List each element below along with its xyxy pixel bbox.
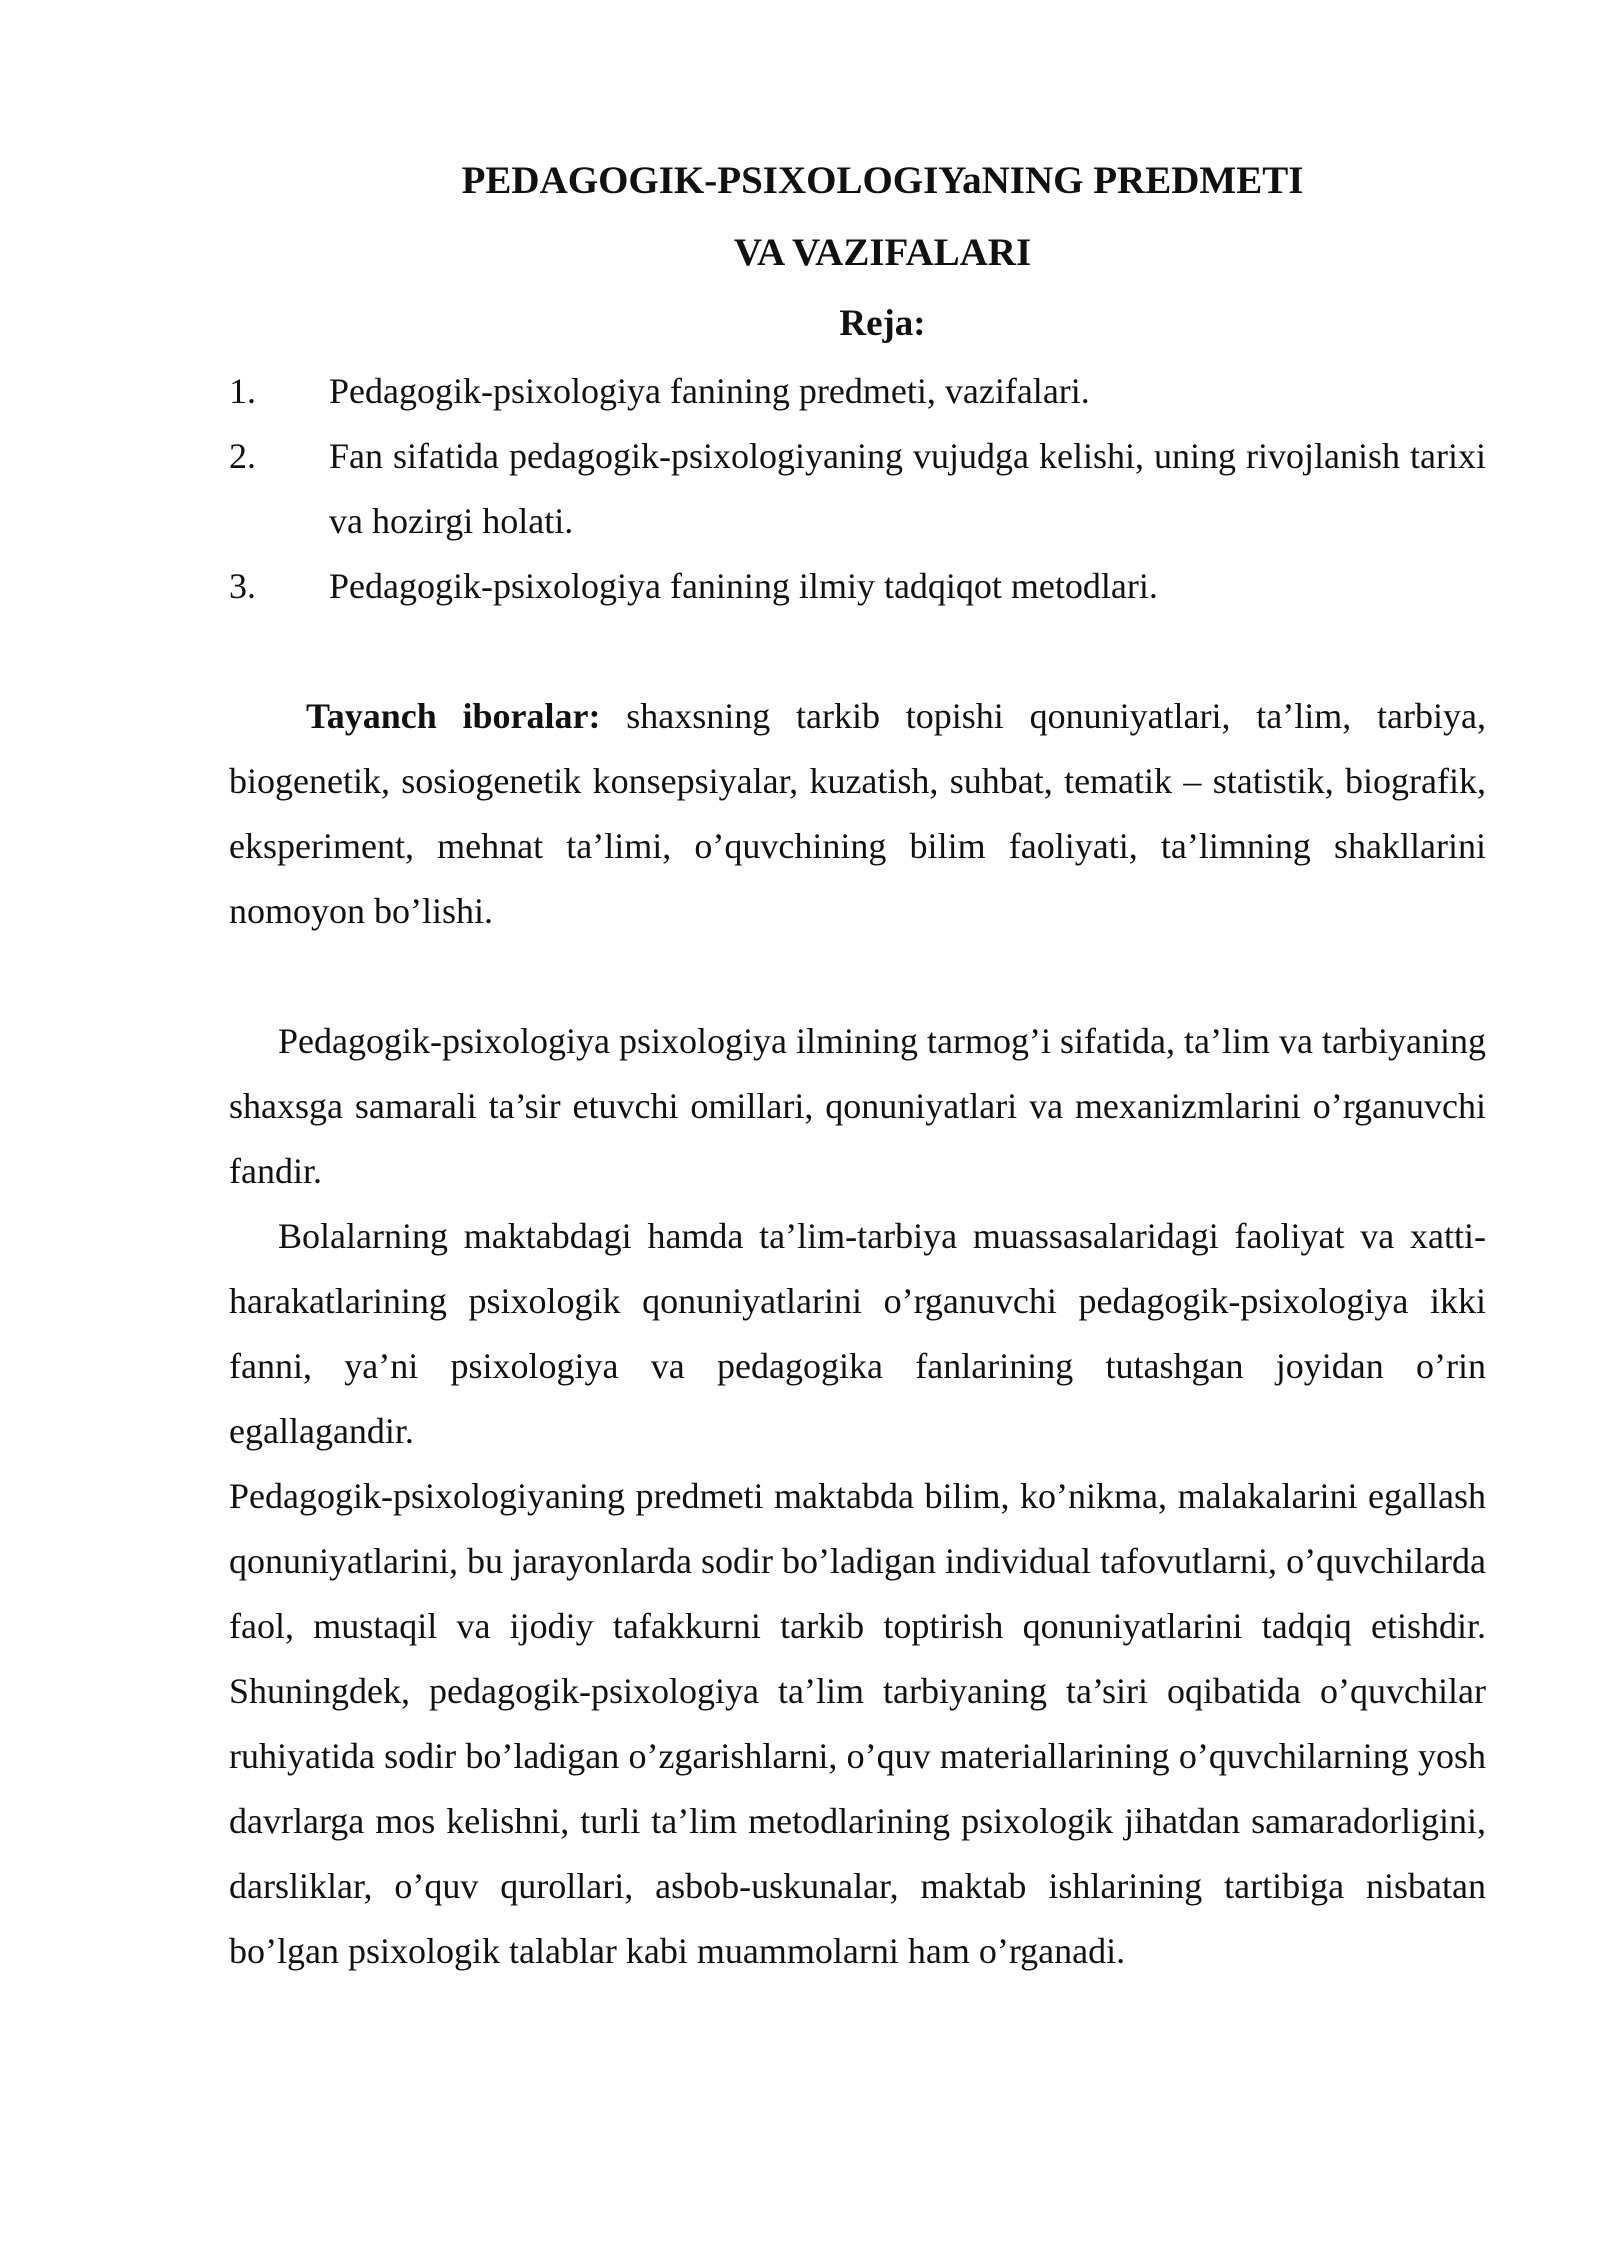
plan-item-text: Fan sifatida pedagogik-psixologiyaning vujudga kelishi, uning rivojlanish tarixi va hozirgi holati. bbox=[329, 436, 1486, 541]
plan-item-number: 3. bbox=[229, 566, 256, 606]
body-paragraph: Pedagogik-psixologiyaning predmeti maktabda bilim, ko’nikma, malakalarini egallash qonuniyatlarini, bu jarayonlarda sodir bo’ladigan individual tafovutlarni, o’quvchilarda faol, mustaqil va ijodiy tafakkurni tarkib toptirish qonuniyatlarini tadqiq etishdir. Shuningdek, pedagogik-psixologiya ta’lim tarbiyaning ta’siri oqibatida o’quvchilar ruhiyatida sodir bo’ladigan o’zgarishlarni, o’quv materiallarining o’quvchilarning yosh davrlarga mos kelishni, turli ta’lim metodlarining psixologik jihatdan samaradorligini, darsliklar, o’quv qurollari, asbob-uskunalar, maktab ishlarining tartibiga nisbatan bo’lgan psixologik talablar kabi muammolarni ham o’rganadi. bbox=[229, 1476, 1486, 1971]
plan-item bbox=[229, 554, 1486, 619]
plan-item bbox=[229, 359, 1486, 424]
title-line-1: PEDAGOGIK-PSIXOLOGIYaNING PREDMETI bbox=[461, 159, 1304, 202]
keywords-label: Tayanch iboralar: bbox=[306, 696, 601, 736]
keywords-paragraph bbox=[229, 684, 1486, 944]
plan-item-text: Pedagogik-psixologiya fanining ilmiy tadqiqot metodlari. bbox=[329, 566, 1158, 606]
plan-item-text: Pedagogik-psixologiya fanining predmeti, vazifalari. bbox=[329, 371, 1090, 411]
plan-list bbox=[229, 359, 1486, 619]
plan-item bbox=[229, 424, 1486, 554]
plan-item-number: 2. bbox=[229, 436, 256, 476]
document-body bbox=[229, 145, 1486, 1984]
plan-item-number: 1. bbox=[229, 371, 256, 411]
plan-heading: Reja: bbox=[839, 303, 926, 344]
title-line-2: VA VAZIFALARI bbox=[733, 231, 1032, 274]
body-paragraph: Bolalarning maktabdagi hamda ta’lim-tarbiya muassasalaridagi faoliyat va xatti-harakatlarining psixologik qonuniyatlarini o’rganuvchi pedagogik-psixologiya ikki fanni, ya’ni psixologiya va pedagogika fanlarining tutashgan joyidan o’rin egallagandir. bbox=[229, 1216, 1486, 1451]
body-paragraph: Pedagogik-psixologiya psixologiya ilmining tarmog’i sifatida, ta’lim va tarbiyaning shaxsga samarali ta’sir etuvchi omillari, qonuniyatlari va mexanizmlarini o’rganuvchi fandir. bbox=[229, 1021, 1486, 1191]
keywords-text: shaxsning tarkib topishi qonuniyatlari, ta’lim, tarbiya, biogenetik, sosiogenetik konsepsiyalar, kuzatish, suhbat, tematik – statistik, biografik, eksperiment, mehnat ta’limi, o’quvchining bilim faoliyati, ta’limning shakllarini nomoyon bo’lishi. bbox=[229, 696, 1486, 931]
document-title bbox=[229, 145, 1486, 289]
